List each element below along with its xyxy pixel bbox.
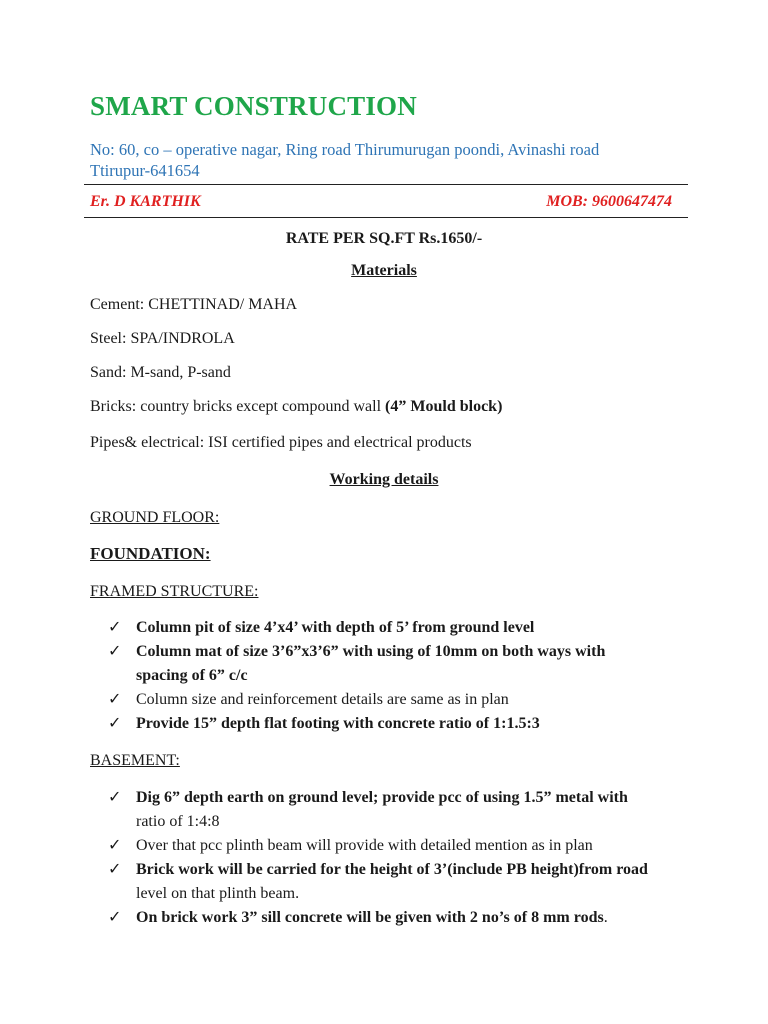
list-item: ✓ Column mat of size 3’6”x3’6” with using of 10mm on both ways with spacing of 6” c/c (108, 640, 688, 688)
steel-line: Steel: SPA/INDROLA (90, 330, 235, 347)
check-icon: ✓ (108, 715, 122, 732)
check-icon: ✓ (108, 909, 122, 926)
framed-structure-heading: FRAMED STRUCTURE: (90, 583, 259, 600)
list-item: ✓ Over that pcc plinth beam will provide with detailed mention as in plan (108, 834, 688, 858)
list-item: ✓ Provide 15” depth flat footing with concrete ratio of 1:1.5:3 (108, 712, 688, 736)
address-line-2: Ttirupur-641654 (90, 161, 200, 180)
check-icon: ✓ (108, 691, 122, 708)
header-rule-bottom (84, 217, 688, 218)
check-icon: ✓ (108, 837, 122, 854)
list-item: ✓ Brick work will be carried for the height of 3’(include PB height)from road level on that plinth beam. (108, 858, 688, 906)
list-item: ✓ On brick work 3” sill concrete will be given with 2 no’s of 8 mm rods. (108, 906, 688, 930)
engineer-name: Er. D KARTHIK (90, 193, 201, 210)
check-icon: ✓ (108, 619, 122, 636)
bricks-text: Bricks: country bricks except compound wall (90, 398, 386, 415)
address-line-1: No: 60, co – operative nagar, Ring road Thirumurugan poondi, Avinashi road (90, 140, 600, 159)
sand-line: Sand: M-sand, P-sand (90, 364, 231, 381)
list-item: ✓ Column size and reinforcement details are same as in plan (108, 688, 688, 712)
ground-floor-heading: GROUND FLOOR: (90, 509, 220, 526)
rate-per-sqft: RATE PER SQ.FT Rs.1650/- (285, 230, 483, 247)
list-item: ✓ Dig 6” depth earth on ground level; provide pcc of using 1.5” metal with ratio of 1:4:8 (108, 786, 688, 834)
working-details-heading: Working details (329, 471, 439, 488)
check-icon: ✓ (108, 861, 122, 878)
mobile-number: MOB: 9600647474 (546, 193, 672, 210)
pipes-line: Pipes& electrical: ISI certified pipes and electrical products (90, 434, 472, 451)
foundation-heading: FOUNDATION: (90, 544, 211, 563)
bricks-line (90, 398, 502, 416)
header-rule-top (84, 184, 688, 185)
bricks-mould-block: (4” Mould block) (385, 398, 503, 415)
list-item: ✓ Column pit of size 4’x4’ with depth of 5’ from ground level (108, 616, 688, 640)
check-icon: ✓ (108, 643, 122, 660)
check-icon: ✓ (108, 789, 122, 806)
materials-heading: Materials (351, 262, 417, 279)
company-name: SMART CONSTRUCTION (90, 91, 417, 121)
cement-line: Cement: CHETTINAD/ MAHA (90, 296, 298, 313)
basement-heading: BASEMENT: (90, 752, 180, 769)
